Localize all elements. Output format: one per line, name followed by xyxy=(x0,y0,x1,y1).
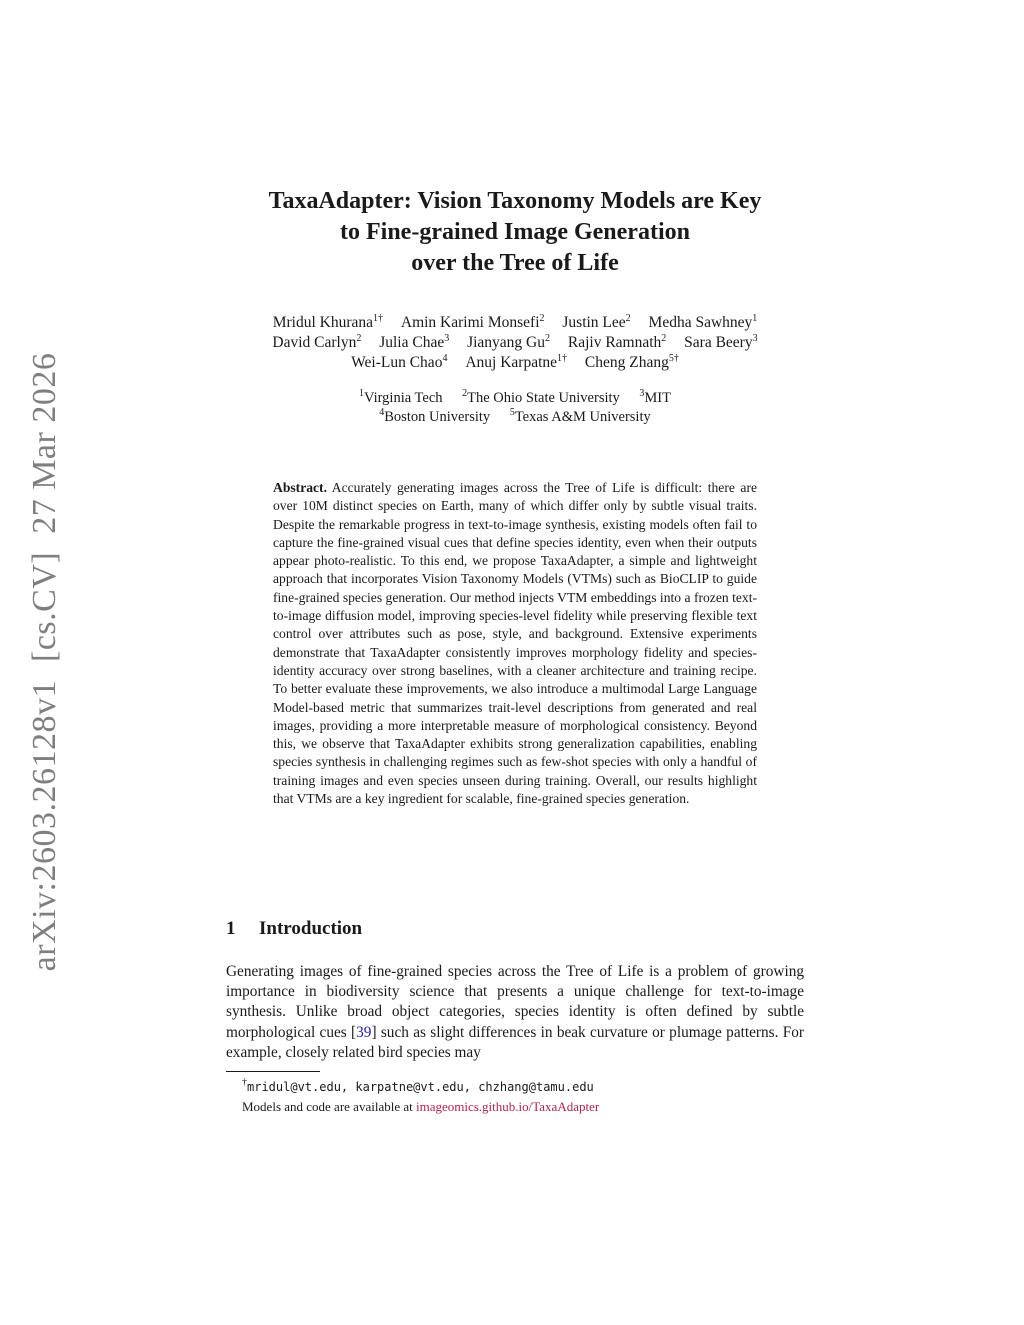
abstract-label: Abstract. xyxy=(273,480,327,495)
author-list xyxy=(180,313,850,373)
project-link[interactable]: imageomics.github.io/TaxaAdapter xyxy=(415,1099,600,1114)
citation-link[interactable]: 39 xyxy=(356,1023,372,1041)
arxiv-date: 27 Mar 2026 xyxy=(26,352,63,534)
paper-title xyxy=(180,186,850,279)
author: Medha Sawhney$^1$ xyxy=(648,313,758,331)
abstract-text: Accurately generating images across the Tree of Life is difficult: there are over 10M distinct species on Earth, many of which differ only by subtle visual traits. Despite the remarkable progress in text-to-image synthesis, existing models often fail to capture the fine-grained visual cues that define species identity, even when their outputs appear photo-realistic. To this end, we propose TaxaAdapter, a simple and lightweight approach that incorporates Vision Taxonomy Models (VTMs) such as BioCLIP to guide fine-grained species generation. Our method injects VTM embeddings into a frozen text-to-image diffusion model, improving species-level fidelity while preserving flexible text control over attributes such as pose, style, and background. Extensive experiments demonstrate that TaxaAdapter consistently improves morphology fidelity and species-identity accuracy over strong baselines, with a cleaner architecture and training recipe. To better evaluate these improvements, we also introduce a multimodal Large Language Model-based metric that summarizes trait-level descriptions from generated and real images, providing a more interpretable measure of morphological consistency. Beyond this, we observe that TaxaAdapter exhibits strong generalization capabilities, enabling species synthesis in challenging regimes such as few-shot species with only a handful of training images and even species unseen during training. Overall, our results highlight that VTMs are a key ingredient for scalable, fine-grained species generation. xyxy=(273,480,758,807)
affiliation-list xyxy=(180,389,850,427)
footnote-rule xyxy=(226,1071,320,1072)
title-line: to Fine-grained Image Generation xyxy=(340,219,690,245)
author: Julia Chae$^3$ xyxy=(379,333,450,351)
affiliation: $^1$Virginia Tech xyxy=(358,388,443,406)
author: Justin Lee$^2$ xyxy=(562,313,631,331)
abstract xyxy=(273,479,757,808)
footnote-availability-line xyxy=(242,1097,802,1116)
author: Rajiv Ramnath$^2$ xyxy=(567,333,667,351)
arxiv-category: [cs.CV] xyxy=(26,551,63,662)
author: Amin Karimi Monsefi$^2$ xyxy=(400,313,545,331)
section-number: 1 xyxy=(226,918,236,939)
affiliation: $^2$The Ohio State University xyxy=(462,388,620,406)
intro-text: Generating images of fine-grained species across the Tree of Life is a problem of growing importance in biodiversity science that presents a unique challenge for text-to-image synthesis. Unlike broad object categories, species identity is often defined by subtle morphological cues [ xyxy=(226,963,804,1041)
author: Wei-Lun Chao$^4$ xyxy=(351,353,448,371)
section-heading xyxy=(226,918,362,940)
footnote xyxy=(242,1077,802,1116)
title-line: over the Tree of Life xyxy=(411,250,619,276)
section-title: Introduction xyxy=(259,918,363,939)
footnote-emails-line xyxy=(242,1077,802,1097)
author: Cheng Zhang$^{5\dagger}$ xyxy=(584,353,679,371)
affiliation: $^3$MIT xyxy=(639,388,671,406)
arxiv-id: arXiv:2603.26128v1 xyxy=(26,680,63,972)
footnote-mark: † xyxy=(242,1077,247,1088)
author: David Carlyn$^2$ xyxy=(272,333,362,351)
intro-paragraph xyxy=(226,962,804,1063)
author: Sara Beery$^3$ xyxy=(684,333,758,351)
title-line: TaxaAdapter: Vision Taxonomy Models are Key xyxy=(268,188,762,214)
author: Jianyang Gu$^2$ xyxy=(467,333,550,351)
affiliation: $^5$Texas A&M University xyxy=(509,407,651,425)
availability-text: Models and code are available at xyxy=(242,1099,413,1114)
contact-emails: mridul@vt.edu, karpatne@vt.edu, chzhang@tamu.edu xyxy=(247,1080,594,1094)
author: Anuj Karpatne$^{1\dagger}$ xyxy=(465,353,568,371)
affiliation: $^4$Boston University xyxy=(379,407,491,425)
arxiv-identifier-stamp xyxy=(26,353,64,972)
author: Mridul Khurana$^{1\dagger}$ xyxy=(272,313,383,331)
intro-text-continued: ] such as slight differences in beak curvature or plumage patterns. For example, closely related bird species may xyxy=(226,1023,804,1061)
